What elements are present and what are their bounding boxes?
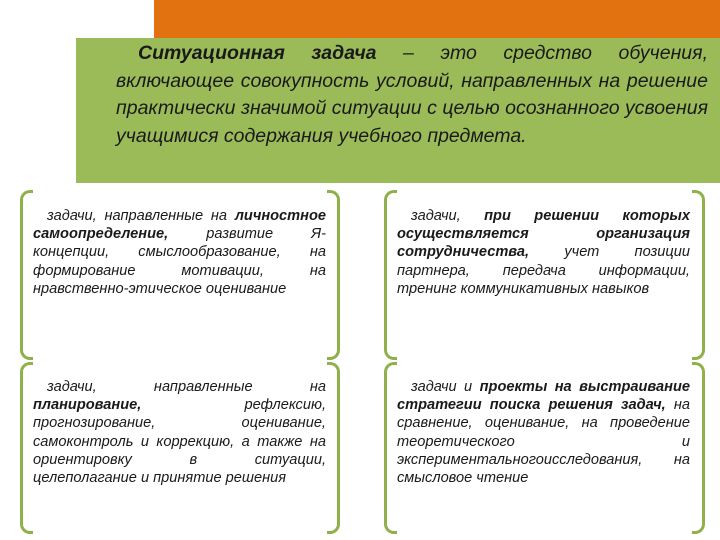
card-text-lead: задачи, (411, 208, 485, 224)
card-bracket-left (384, 190, 397, 360)
card-text-lead: задачи и (411, 379, 480, 395)
card-text-rest: развитие Я-концепции, смыслообразование, на формирование мотивации, на нравственно-этическое оценивание (33, 226, 326, 297)
definition-term: Ситуационная задача (138, 42, 377, 64)
definition-text (116, 40, 708, 150)
card-bracket-right (327, 362, 340, 534)
card-text-rest: на сравнение, оценивание, на проведение теоретического и экспериментальногоисследования, на смысловое чтение (397, 397, 691, 487)
card-bracket-left (384, 362, 397, 534)
orange-header-bar (154, 0, 720, 38)
card-text-strong: планирование, (33, 397, 142, 414)
card-bracket-left (20, 362, 33, 534)
card-text (397, 378, 690, 487)
card-text (33, 378, 326, 487)
card-text-strong: личностное самоопределение, (33, 208, 326, 243)
card-text-lead: задачи, направленные на (47, 208, 235, 224)
card-bracket-right (692, 362, 705, 534)
card-bracket-right (327, 190, 340, 360)
card-text-rest: рефлексию, прогнозирование, оценивание, самоконтроль и коррекцию, а также на ориентировку в ситуации, целеполагание и принятие решения (33, 397, 326, 487)
card-text-rest: учет позиции партнера, передача информации, тренинг коммуникативных навыков (397, 244, 690, 297)
card-text-lead: задачи, направленные на (47, 379, 326, 395)
card-text (397, 207, 690, 298)
card-cooperation (384, 190, 705, 360)
card-text-strong: проекты на выстраивание стратегии поиска решения задач, (397, 379, 691, 414)
definition-body: – это средство обучения, включающее совокупность условий, направленных на решение практически значимой ситуации с целью осознанного усвоения учащимися содержания учебного предмета. (116, 42, 708, 147)
card-planning (20, 362, 340, 534)
card-bracket-left (20, 190, 33, 360)
card-text (33, 207, 326, 298)
card-strategy (384, 362, 705, 534)
card-text-strong: при решении которых осуществляется организация сотрудничества, (397, 208, 690, 261)
card-self-determination (20, 190, 340, 360)
card-bracket-right (692, 190, 705, 360)
